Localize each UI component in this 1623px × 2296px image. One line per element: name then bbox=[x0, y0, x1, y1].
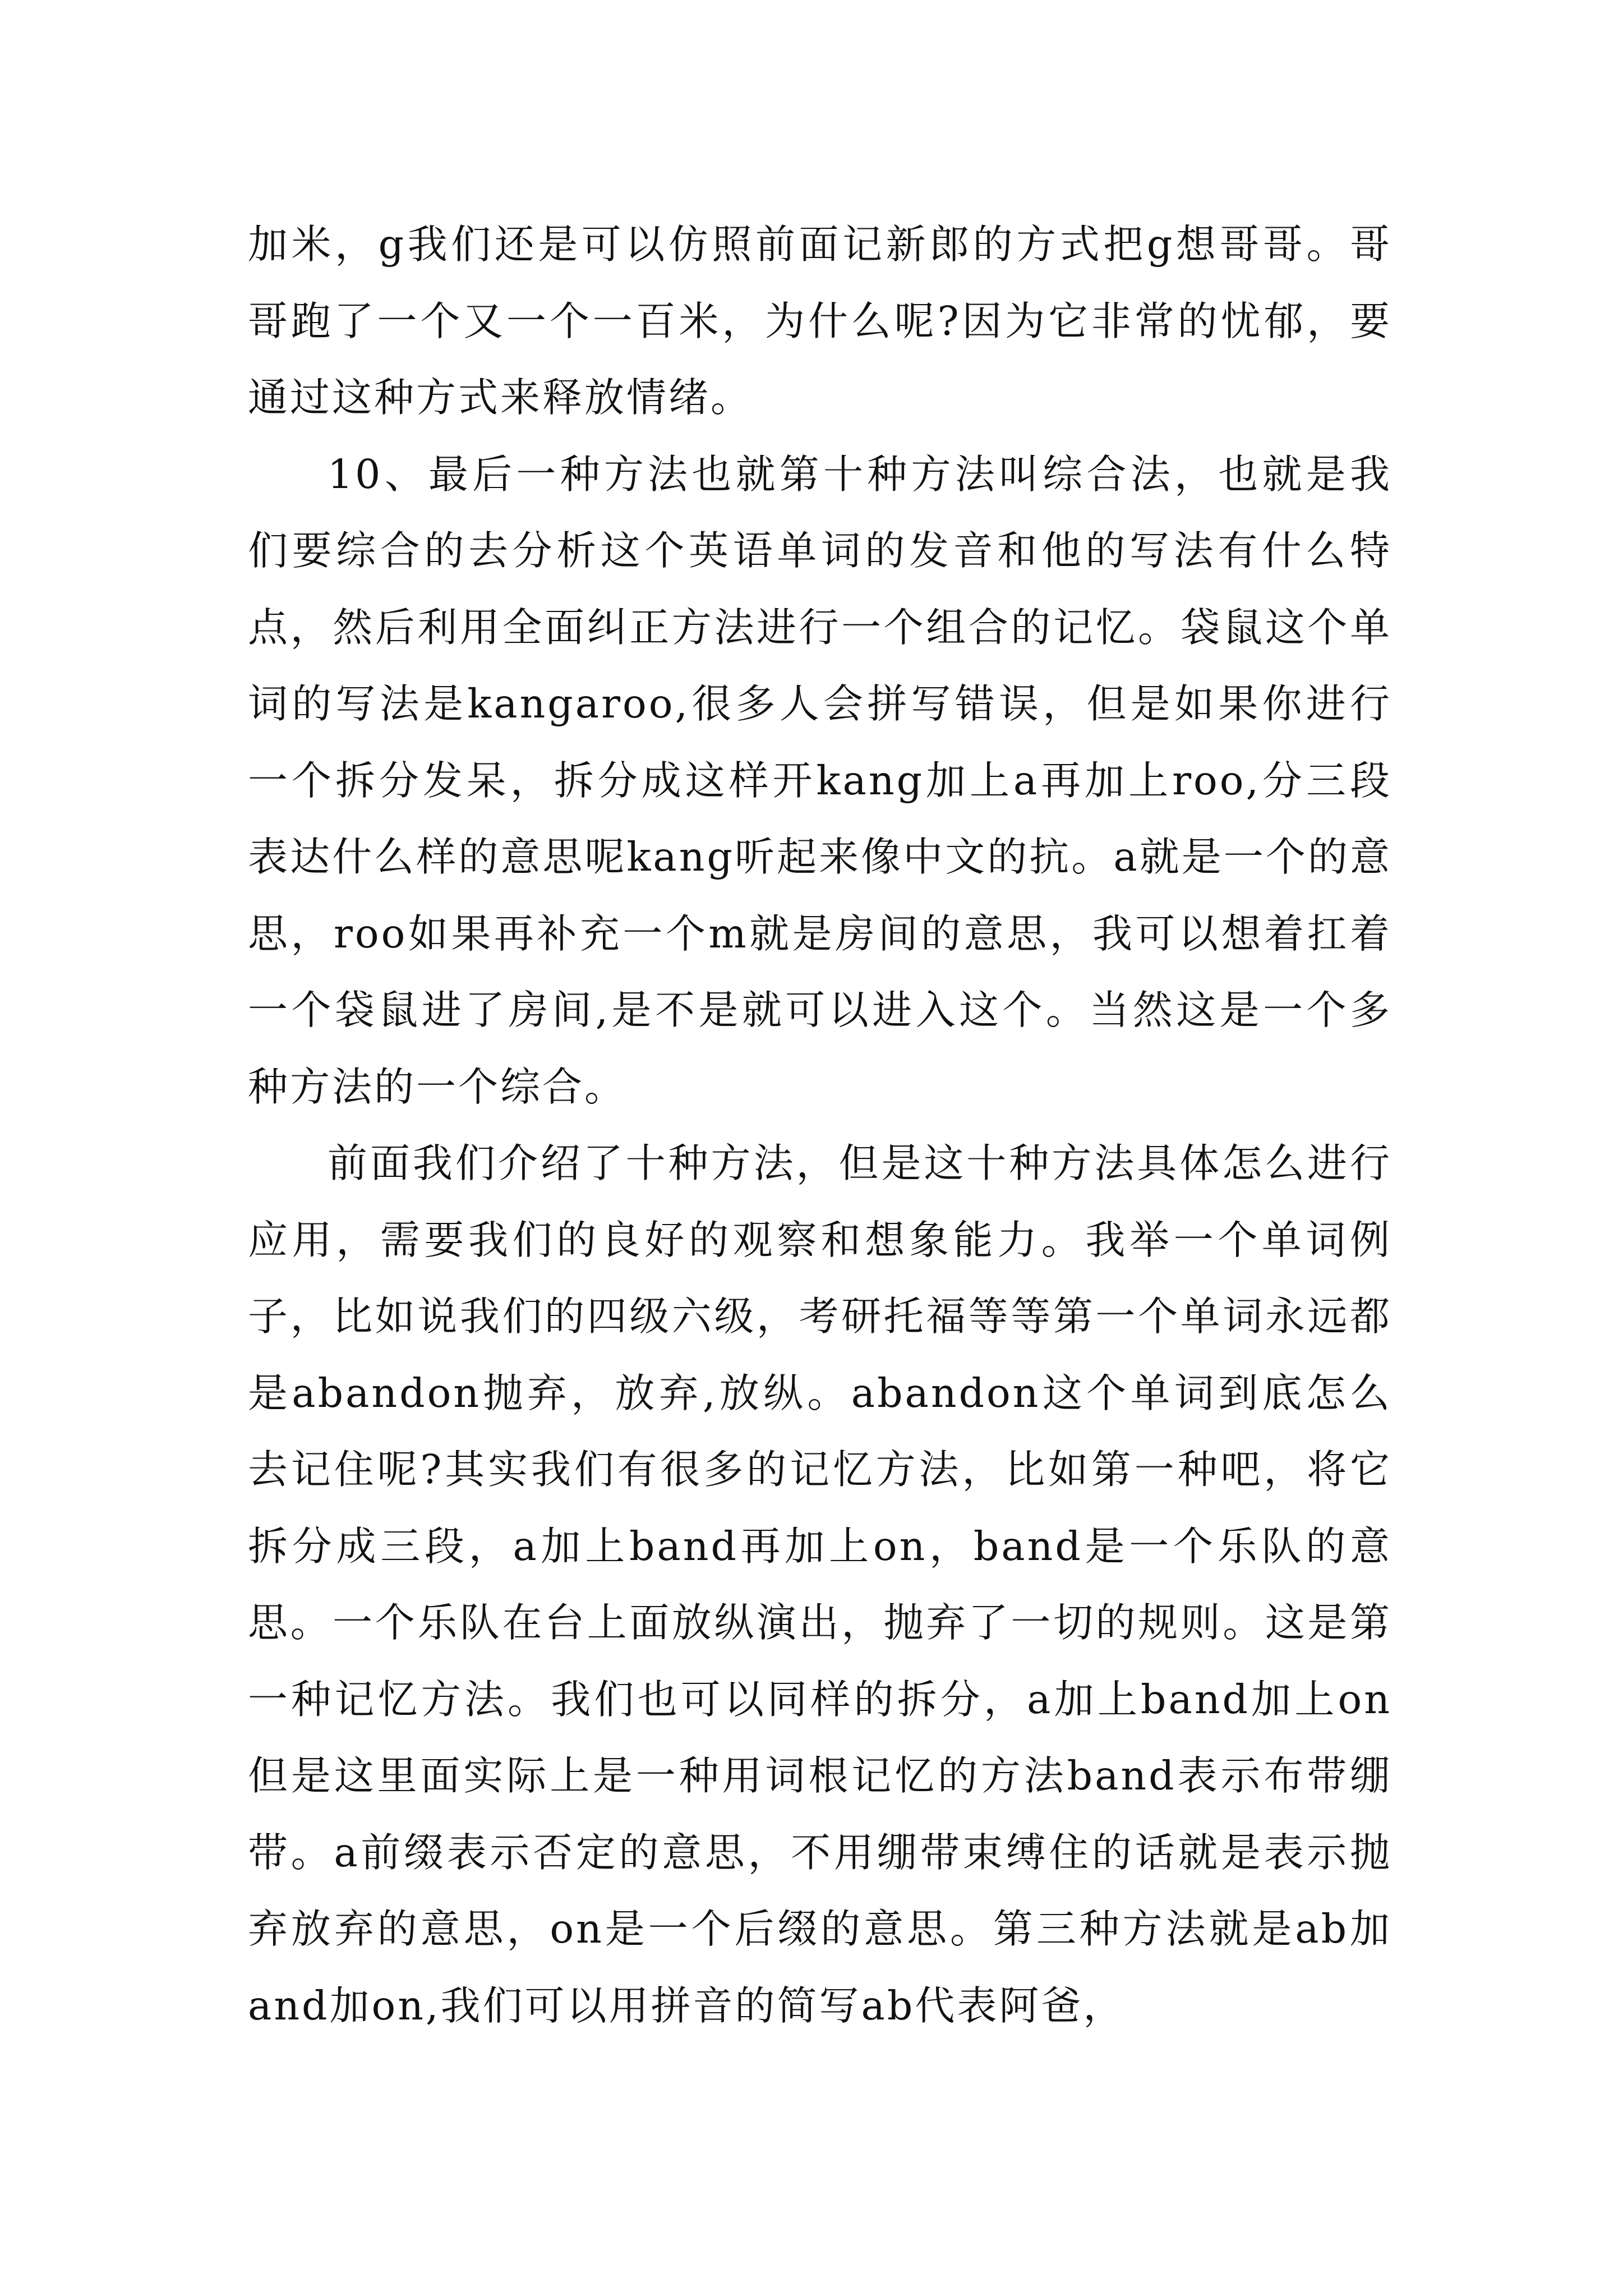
paragraph-3: 前面我们介绍了十种方法，但是这十种方法具体怎么进行应用，需要我们的良好的观察和想象能力。我举一个单词例子，比如说我们的四级六级，考研托福等等第一个单词永远都是abandon抛弃，放弃,放纵。abandon这个单词到底怎么去记住呢?其实我们有很多的记忆方法，比如第一种吧，将它拆分成三段，a加上band再加上on，band是一个乐队的意思。一个乐队在台上面放纵演出，抛弃了一切的规则。这是第一种记忆方法。我们也可以同样的拆分，a加上band加上on但是这里面实际上是一种用词根记忆的方法band表示布带绷带。a前缀表示否定的意思，不用绷带束缚住的话就是表示抛弃放弃的意思，on是一个后缀的意思。第三种方法就是ab加and加on,我们可以用拼音的简写ab代表阿爸， bbox=[248, 1140, 1392, 2029]
body-text bbox=[248, 206, 1392, 2044]
paragraph-2: 10、最后一种方法也就第十种方法叫综合法，也就是我们要综合的去分析这个英语单词的发音和他的写法有什么特点，然后利用全面纠正方法进行一个组合的记忆。袋鼠这个单词的写法是kangaroo,很多人会拼写错误，但是如果你进行一个拆分发呆，拆分成这样开kang加上a再加上roo,分三段表达什么样的意思呢kang听起来像中文的抗。a就是一个的意思，roo如果再补充一个m就是房间的意思，我可以想着扛着一个袋鼠进了房间,是不是就可以进入这个。当然这是一个多种方法的一个综合。 bbox=[248, 450, 1392, 1110]
paragraph-1: 加米，g我们还是可以仿照前面记新郎的方式把g想哥哥。哥哥跑了一个又一个一百米，为什么呢?因为它非常的忧郁，要通过这种方式来释放情绪。 bbox=[248, 221, 1392, 421]
